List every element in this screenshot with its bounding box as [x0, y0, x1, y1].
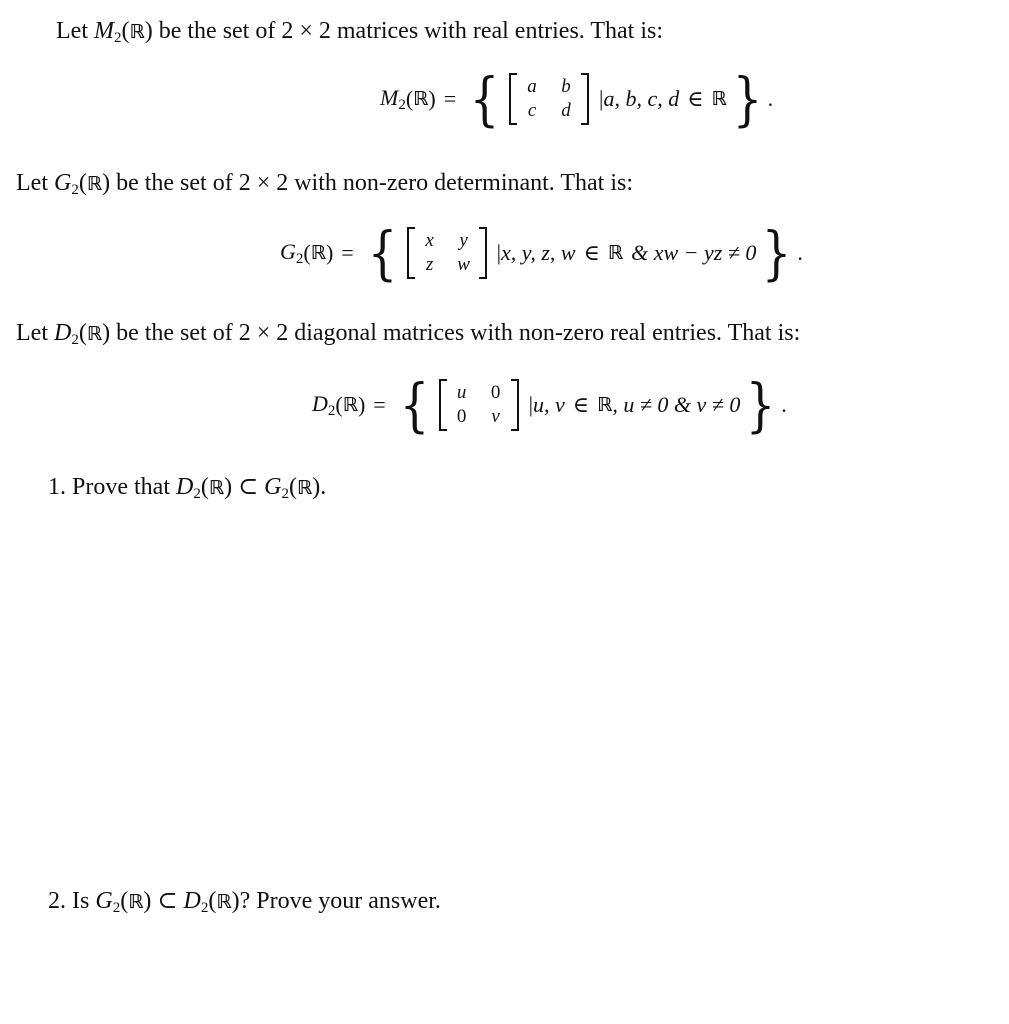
close-brace: }	[732, 65, 762, 133]
intro-rest: be the set of 2 × 2 matrices with real entries. That is:	[158, 18, 663, 44]
intro-d2-line: Let $D_2(ℝ)$ be the set of 2 × 2 diagonal matrices with non-zero real entries. That is:	[16, 320, 801, 348]
equals-sign: =	[443, 86, 457, 111]
g2-matrix: x y z w	[407, 227, 487, 279]
intro-m2-line: Let $M_2(ℝ)$ be the set of 2 × 2 matrices with real entries. That is:	[56, 18, 663, 46]
intro-lead: Let	[56, 18, 88, 44]
m2-lhs: $M_2$	[380, 84, 406, 113]
d2-definition: $D_2$ ( ℝ ) = { u 0 0 v | u, v ∈ ℝ , u ≠ 0 & v ≠ 0 } .	[312, 371, 787, 439]
m2-definition: $M_2$ ( ℝ ) = { a b c d | a, b, c, d ∈ ℝ } .	[380, 65, 774, 133]
intro-g2-line: Let $G_2(ℝ)$ be the set of 2 × 2 with non-zero determinant. That is:	[16, 170, 634, 198]
open-brace: {	[469, 65, 500, 133]
question-2: 2. Is $G_2(ℝ)$ ⊂ $D_2(ℝ)$? Prove your answer.	[48, 888, 441, 916]
g2-determinant-condition: & xw − yz ≠ 0	[631, 240, 757, 265]
question-1: 1. Prove that $D_2(ℝ)$ ⊂ $G_2(ℝ)$.	[48, 474, 327, 502]
d2-nonzero-condition: , u ≠ 0 & v ≠ 0	[612, 392, 741, 417]
g2-definition: $G_2$ ( ℝ ) = { x y z w | x, y, z, w ∈ ℝ & xw − yz ≠ 0 } .	[280, 219, 803, 287]
d2-matrix: u 0 0 v	[439, 379, 519, 431]
m2-condition-vars: a, b, c, d	[603, 86, 680, 111]
m2-matrix: a b c d	[509, 73, 589, 125]
m2-symbol: $M_2$	[93, 18, 122, 46]
